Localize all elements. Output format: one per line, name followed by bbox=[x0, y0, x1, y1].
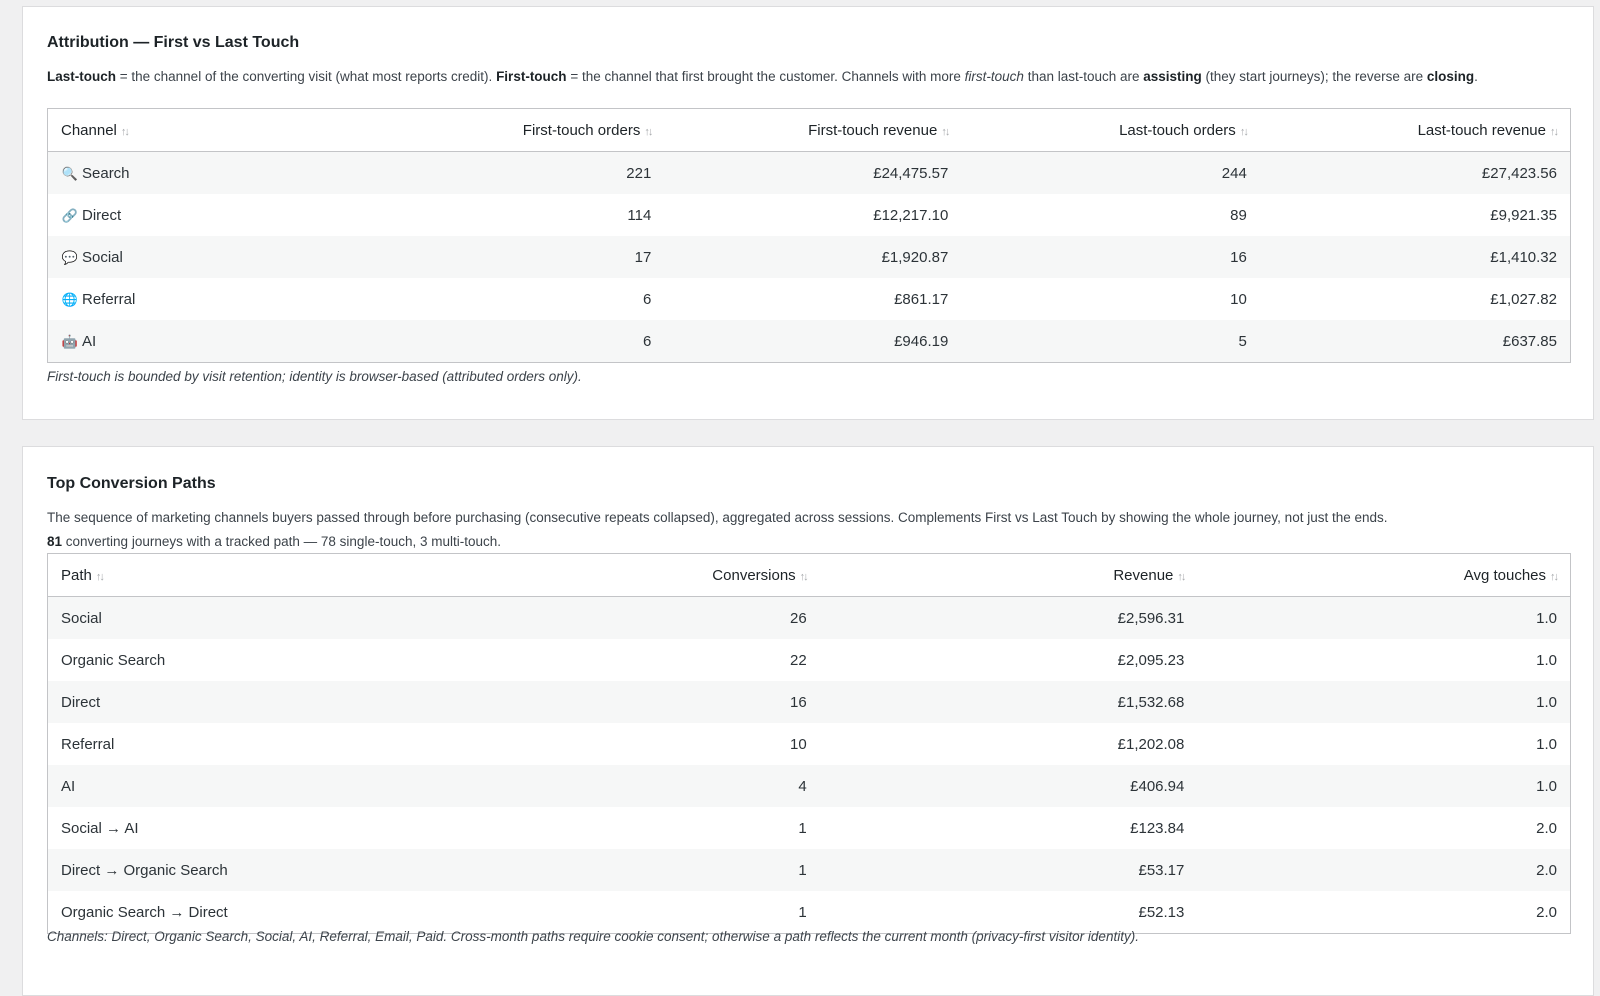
conversions-cell: 22 bbox=[431, 639, 819, 681]
conversion-paths-title: Top Conversion Paths bbox=[47, 475, 216, 492]
channel-cell bbox=[48, 194, 330, 236]
table-row bbox=[48, 807, 1571, 849]
path-cell: Direct bbox=[48, 681, 432, 723]
desc-term-closing: closing bbox=[1426, 69, 1475, 84]
conversions-cell: 4 bbox=[431, 765, 819, 807]
path-cell: Organic Search → Direct bbox=[48, 891, 432, 934]
sort-icon: ↑↓ bbox=[1177, 570, 1185, 583]
avg-touches-cell: 1.0 bbox=[1197, 597, 1570, 640]
avg-touches-cell: 2.0 bbox=[1197, 849, 1570, 891]
first-touch-orders: 221 bbox=[329, 152, 664, 195]
desc-term-last-touch: Last-touch bbox=[47, 69, 116, 84]
first-touch-revenue: £1,920.87 bbox=[664, 236, 961, 278]
attribution-title: Attribution — First vs Last Touch bbox=[47, 34, 300, 51]
desc-term-assisting: assisting bbox=[1143, 69, 1202, 84]
avg-touches-cell: 1.0 bbox=[1197, 681, 1570, 723]
col-label: Avg touches bbox=[1463, 566, 1546, 584]
col-label: Conversions bbox=[712, 566, 796, 584]
revenue-cell: £1,202.08 bbox=[820, 723, 1198, 765]
last-touch-revenue: £637.85 bbox=[1260, 320, 1571, 363]
table-row bbox=[48, 849, 1571, 891]
avg-touches-cell: 1.0 bbox=[1197, 723, 1570, 765]
channel-name: Search bbox=[82, 164, 130, 182]
paths-header-row bbox=[48, 554, 1571, 597]
attribution-footnote: First-touch is bounded by visit retention; identity is browser-based (attributed orders only). bbox=[47, 369, 582, 384]
desc-text: (they start journeys); the reverse are bbox=[1201, 69, 1427, 84]
path-cell: Social bbox=[48, 597, 432, 640]
conversion-paths-description: The sequence of marketing channels buyers passed through before purchasing (consecutive repeats collapsed), aggregated across sessions. Complements First vs Last Touch by showing the whole journey, not just the ends. bbox=[47, 510, 1388, 525]
table-row bbox=[48, 236, 1571, 278]
desc-text: than last-touch are bbox=[1023, 69, 1144, 84]
revenue-cell: £2,095.23 bbox=[820, 639, 1198, 681]
last-touch-revenue: £1,027.82 bbox=[1260, 278, 1571, 320]
conversions-cell: 1 bbox=[431, 807, 819, 849]
channel-name: AI bbox=[82, 332, 97, 350]
desc-term-first-touch: First-touch bbox=[496, 69, 567, 84]
avg-touches-cell: 2.0 bbox=[1197, 807, 1570, 849]
globe-icon: 🌐 bbox=[61, 291, 79, 307]
robot-icon: 🤖 bbox=[61, 333, 79, 349]
first-touch-revenue: £24,475.57 bbox=[664, 152, 961, 195]
avg-touches-cell: 2.0 bbox=[1197, 891, 1570, 934]
conversion-paths-footnote: Channels: Direct, Organic Search, Social, AI, Referral, Email, Paid. Cross-month paths require cookie consent; otherwise a path reflects the current month (privacy-first visitor identity). bbox=[47, 929, 1139, 944]
conversion-paths-summary bbox=[47, 532, 1569, 552]
sort-icon: ↑↓ bbox=[941, 125, 949, 138]
last-touch-revenue: £27,423.56 bbox=[1260, 152, 1571, 195]
col-label: Last-touch revenue bbox=[1417, 121, 1546, 139]
channel-cell bbox=[48, 278, 330, 320]
col-conversions-header[interactable] bbox=[431, 554, 819, 597]
table-row bbox=[48, 681, 1571, 723]
col-last-touch-orders-header[interactable] bbox=[961, 109, 1260, 152]
channel-cell bbox=[48, 152, 330, 195]
table-row bbox=[48, 320, 1571, 363]
conversion-paths-card bbox=[22, 446, 1594, 996]
col-avg-touches-header[interactable] bbox=[1197, 554, 1570, 597]
attribution-card bbox=[22, 6, 1594, 420]
revenue-cell: £52.13 bbox=[820, 891, 1198, 934]
avg-touches-cell: 1.0 bbox=[1197, 765, 1570, 807]
conversions-cell: 1 bbox=[431, 849, 819, 891]
col-last-touch-revenue-header[interactable] bbox=[1260, 109, 1571, 152]
table-row bbox=[48, 891, 1571, 934]
table-row bbox=[48, 597, 1571, 640]
first-touch-orders: 6 bbox=[329, 278, 664, 320]
col-label: Last-touch orders bbox=[1119, 121, 1236, 139]
path-cell: Referral bbox=[48, 723, 432, 765]
path-cell: Direct → Organic Search bbox=[48, 849, 432, 891]
table-row bbox=[48, 152, 1571, 195]
desc-term-first-touch-italic: first-touch bbox=[964, 69, 1024, 84]
sort-icon: ↑↓ bbox=[1239, 125, 1247, 138]
path-cell: Organic Search bbox=[48, 639, 432, 681]
col-channel-header[interactable] bbox=[48, 109, 330, 152]
col-label: Revenue bbox=[1113, 566, 1174, 584]
journey-count: 81 bbox=[47, 534, 63, 549]
revenue-cell: £123.84 bbox=[820, 807, 1198, 849]
attribution-header-row bbox=[48, 109, 1571, 152]
first-touch-revenue: £946.19 bbox=[664, 320, 961, 363]
first-touch-revenue: £861.17 bbox=[664, 278, 961, 320]
col-revenue-header[interactable] bbox=[820, 554, 1198, 597]
last-touch-orders: 5 bbox=[961, 320, 1260, 363]
last-touch-orders: 16 bbox=[961, 236, 1260, 278]
search-icon: 🔍 bbox=[61, 165, 79, 181]
desc-text: . bbox=[1474, 69, 1478, 84]
sort-icon: ↑↓ bbox=[95, 570, 103, 583]
col-label: Path bbox=[61, 566, 92, 584]
revenue-cell: £406.94 bbox=[820, 765, 1198, 807]
revenue-cell: £2,596.31 bbox=[820, 597, 1198, 640]
speech-bubble-icon: 💬 bbox=[61, 249, 79, 265]
link-icon: 🔗 bbox=[61, 207, 79, 223]
conversions-cell: 10 bbox=[431, 723, 819, 765]
table-row bbox=[48, 278, 1571, 320]
conversion-paths-table bbox=[47, 553, 1571, 934]
first-touch-orders: 17 bbox=[329, 236, 664, 278]
table-row bbox=[48, 765, 1571, 807]
desc-text: = the channel that first brought the customer. Channels with more bbox=[566, 69, 965, 84]
first-touch-orders: 6 bbox=[329, 320, 664, 363]
revenue-cell: £53.17 bbox=[820, 849, 1198, 891]
first-touch-orders: 114 bbox=[329, 194, 664, 236]
sort-icon: ↑↓ bbox=[644, 125, 652, 138]
path-cell: Social → AI bbox=[48, 807, 432, 849]
conversions-cell: 1 bbox=[431, 891, 819, 934]
sort-icon: ↑↓ bbox=[1550, 570, 1557, 583]
table-row bbox=[48, 639, 1571, 681]
channel-cell bbox=[48, 320, 330, 363]
last-touch-revenue: £9,921.35 bbox=[1260, 194, 1571, 236]
table-row bbox=[48, 723, 1571, 765]
last-touch-revenue: £1,410.32 bbox=[1260, 236, 1571, 278]
channel-name: Referral bbox=[82, 290, 136, 308]
channel-name: Social bbox=[82, 248, 123, 266]
summary-text: converting journeys with a tracked path — 78 single-touch, 3 multi-touch. bbox=[62, 534, 502, 549]
col-label: First-touch orders bbox=[522, 121, 641, 139]
last-touch-orders: 10 bbox=[961, 278, 1260, 320]
path-cell: AI bbox=[48, 765, 432, 807]
last-touch-orders: 244 bbox=[961, 152, 1260, 195]
channel-cell bbox=[48, 236, 330, 278]
col-label: First-touch revenue bbox=[808, 121, 938, 139]
conversions-cell: 16 bbox=[431, 681, 819, 723]
sort-icon: ↑↓ bbox=[1550, 125, 1557, 138]
avg-touches-cell: 1.0 bbox=[1197, 639, 1570, 681]
desc-text: = the channel of the converting visit (what most reports credit). bbox=[116, 69, 497, 84]
sort-icon: ↑↓ bbox=[120, 125, 128, 138]
channel-name: Direct bbox=[82, 206, 122, 224]
col-label: Channel bbox=[61, 121, 117, 139]
last-touch-orders: 89 bbox=[961, 194, 1260, 236]
first-touch-revenue: £12,217.10 bbox=[664, 194, 961, 236]
attribution-table bbox=[47, 108, 1571, 363]
conversions-cell: 26 bbox=[431, 597, 819, 640]
col-first-touch-revenue-header[interactable] bbox=[664, 109, 961, 152]
sort-icon: ↑↓ bbox=[799, 570, 807, 583]
col-first-touch-orders-header[interactable] bbox=[329, 109, 664, 152]
attribution-description bbox=[47, 67, 1569, 87]
col-path-header[interactable] bbox=[48, 554, 432, 597]
table-row bbox=[48, 194, 1571, 236]
revenue-cell: £1,532.68 bbox=[820, 681, 1198, 723]
